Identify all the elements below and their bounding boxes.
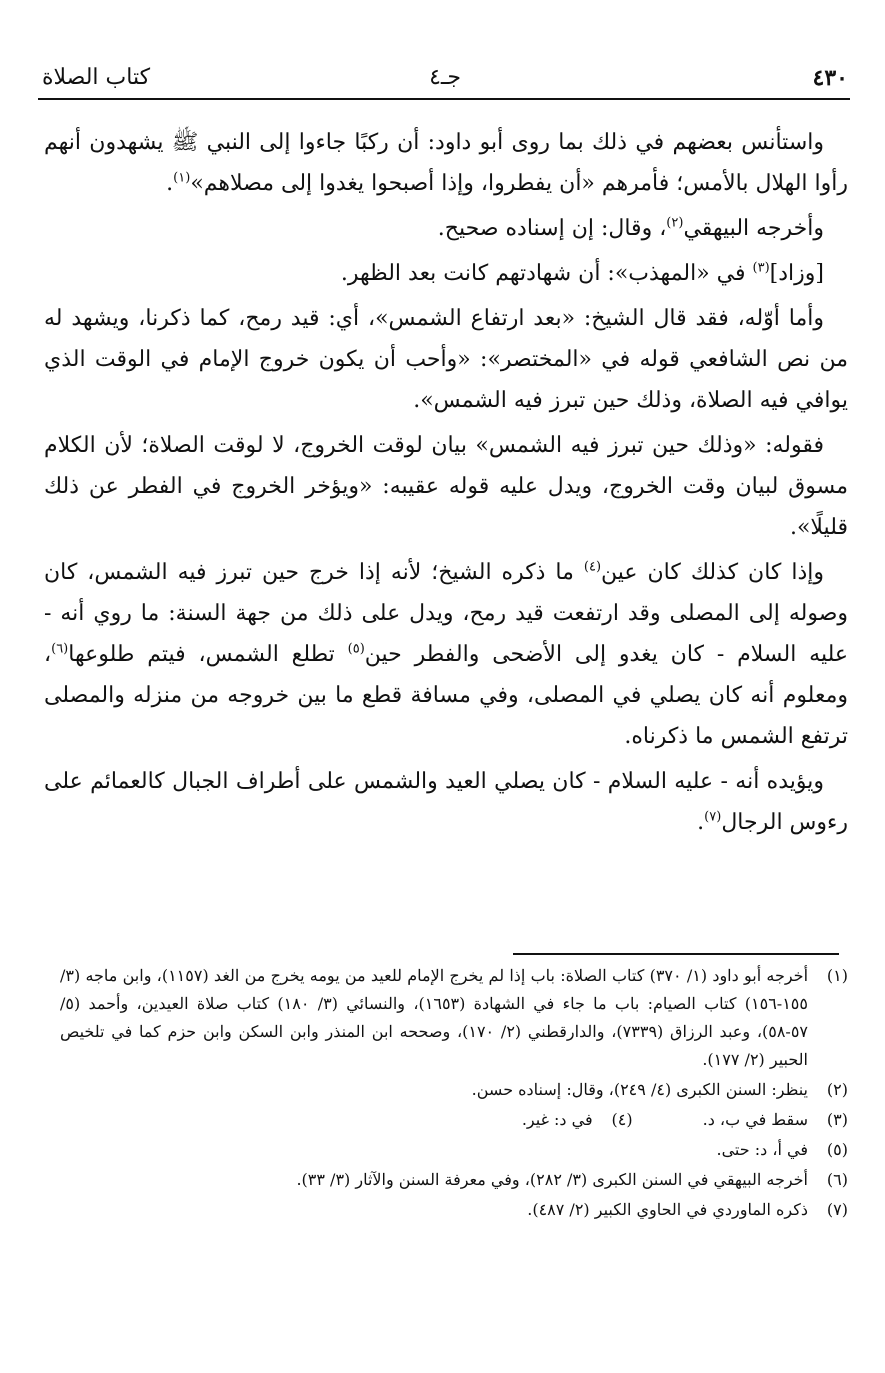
footnote-text: أخرجه أبو داود (١/ ٣٧٠) كتاب الصلاة: باب إذا لم يخرج الإمام للعيد من يومه يخرج من الغد (١١٥٧)، وابن ماجه (٣/ ١٥٥-١٥٦) كتاب الصيام: باب ما جاء في الشهادة (١٦٥٣)، والنسائي (٣/ ١٨٠) كتاب صلاة العيدين، وأحمد (٥/ ٥٧-٥٨)، وعبد الرزاق (٧٣٣٩)، والدارقطني (٢/ ١٧٠)، وصححه ابن المنذر وابن السكن وابن حزم كما في تلخيص الحبير (٢/ ١٧٧).	[60, 966, 809, 1069]
paragraph-1	[44, 122, 848, 204]
footnote-number: (٣)	[826, 1110, 848, 1129]
paragraph-2-text-b: ، وقال: إن إسناده صحيح.	[437, 216, 667, 241]
paragraph-7-text: ويؤيده أنه - عليه السلام - كان يصلي العيد والشمس على أطراف الجبال كالعمائم على رءوس الرجال	[44, 769, 848, 835]
footnote-ref-2[interactable]: (٢)	[666, 215, 684, 231]
footnote-text: سقط في ب، د.	[702, 1110, 808, 1129]
header-rule	[38, 98, 850, 100]
paragraph-5: فقوله: «وذلك حين تبرز فيه الشمس» بيان لوقت الخروج، لا لوقت الصلاة؛ لأن الكلام مسوق لبيان وقت الخروج، ويدل عليه قوله عقيبه: «ويؤخر الخروج في الفطر عن ذلك قليلًا».	[44, 433, 848, 540]
page-number: ٤٣٠	[812, 65, 848, 91]
footnote-number: (٥)	[826, 1140, 848, 1159]
footnote-text: في د: غير.	[521, 1110, 593, 1129]
footnote-text: ينظر: السنن الكبرى (٤/ ٢٤٩)، وقال: إسناده حسن.	[471, 1080, 808, 1099]
footnotes	[60, 962, 848, 1226]
footnote-text: أخرجه البيهقي في السنن الكبرى (٣/ ٢٨٢)، وفي معرفة السنن والآثار (٣/ ٣٣).	[296, 1170, 808, 1189]
paragraph-6-text-a: وإذا كان كذلك كان عين	[601, 560, 824, 585]
footnote-5	[60, 1136, 848, 1164]
footnote-number: (٧)	[826, 1200, 848, 1219]
footnote-6	[60, 1166, 848, 1194]
footnote-ref-1[interactable]: (١)	[173, 170, 191, 186]
paragraph-3-text-a: [وزاد]	[769, 261, 824, 286]
footnote-number: (٢)	[826, 1080, 848, 1099]
paragraph-1-text: واستأنس بعضهم في ذلك بما روى أبو داود: أن ركبًا جاءوا إلى النبي ﷺ يشهدون أنهم رأوا الهلال بالأمس؛ فأمرهم «أن يفطروا، وإذا أصبحوا يغدوا إلى مصلاهم»	[44, 130, 848, 196]
paragraph-4: وأما أوّله، فقد قال الشيخ: «بعد ارتفاع الشمس»، أي: قيد رمح، كما ذكرنا، ويشهد له من نص الشافعي قوله في «المختصر»: «وأحب أن يكون خروج الإمام في الوقت الذي يوافي فيه الصلاة، وذلك حين تبرز فيه الشمس».	[44, 306, 848, 413]
footnote-separator	[513, 953, 839, 955]
paragraph-6-text-b: ما ذكره الشيخ؛ لأنه إذا خرج حين تبرز فيه الشمس، كان وصوله إلى المصلى وقد ارتفعت قيد رمح، ويدل على ذلك من جهة السنة: ما روي أنه - عليه السلام - كان يغدو إلى الأضحى والفطر حين	[44, 560, 848, 667]
footnote-number: (١)	[826, 966, 848, 985]
paragraph-6-text-c: تطلع الشمس، فيتم طلوعها	[68, 642, 348, 667]
running-header	[42, 58, 848, 98]
footnote-ref-7[interactable]: (٧)	[704, 809, 722, 825]
footnote-ref-6[interactable]: (٦)	[51, 641, 69, 657]
footnote-1	[60, 962, 848, 1074]
footnote-7	[60, 1196, 848, 1224]
footnote-4	[522, 1106, 633, 1134]
footnote-3-4-row	[60, 1106, 848, 1134]
footnote-text: ذكره الماوردي في الحاوي الكبير (٢/ ٤٨٧).	[527, 1200, 808, 1219]
paragraph-1-end: .	[166, 171, 174, 196]
paragraph-2	[44, 208, 848, 249]
volume-label: جـ٤	[429, 65, 461, 90]
paragraph-7-end: .	[697, 810, 705, 835]
footnote-ref-4[interactable]: (٤)	[583, 559, 602, 575]
paragraph-6-text-d: ، ومعلوم أنه كان يصلي في المصلى، وفي مسافة قطع ما بين خروجه من منزله والمصلى ترتفع الشمس ما ذكرناه.	[44, 642, 848, 749]
footnote-ref-5[interactable]: (٥)	[347, 641, 365, 657]
footnote-2	[60, 1076, 848, 1104]
main-text	[44, 122, 848, 847]
paragraph-7	[44, 761, 848, 843]
footnote-3	[703, 1106, 848, 1134]
footnote-text: في أ، د: حتى.	[716, 1140, 808, 1159]
paragraph-3	[44, 253, 848, 294]
book-title: كتاب الصلاة	[42, 65, 151, 90]
footnote-number: (٦)	[826, 1170, 848, 1189]
paragraph-2-text-a: وأخرجه البيهقي	[683, 216, 824, 241]
footnote-number: (٤)	[611, 1110, 633, 1129]
paragraph-3-text-b: في «المهذب»: أن شهادتهم كانت بعد الظهر.	[340, 261, 753, 286]
footnote-ref-3[interactable]: (٣)	[752, 260, 770, 276]
paragraph-6	[44, 552, 848, 757]
